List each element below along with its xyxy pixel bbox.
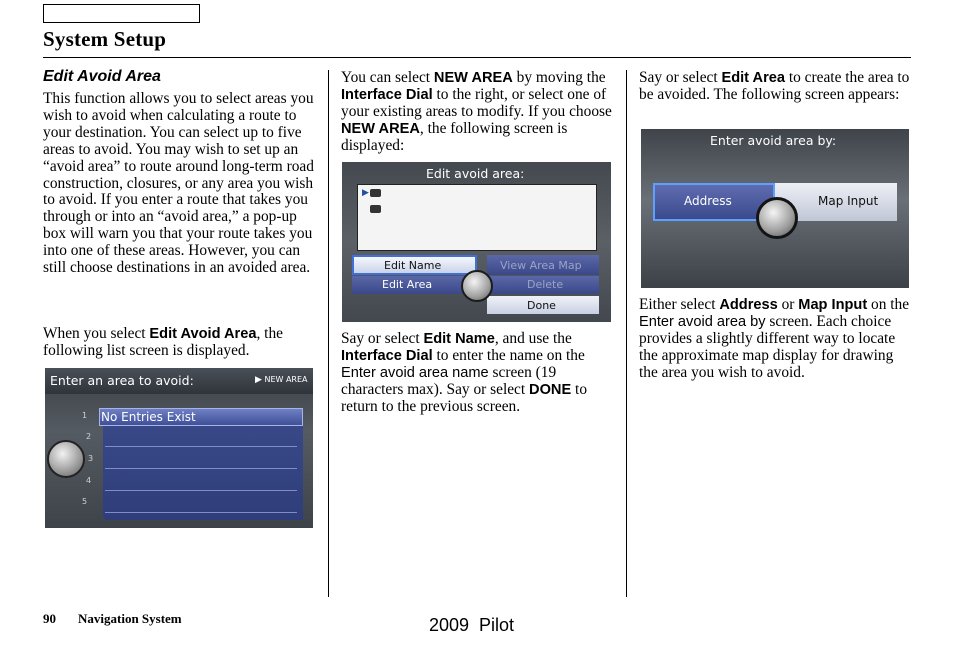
selector-arrow-icon: ▶	[362, 188, 369, 198]
interface-dial-icon	[756, 197, 798, 239]
screen-edit-avoid-area	[342, 162, 611, 322]
list-line-2	[105, 446, 297, 447]
list-line-3	[105, 468, 297, 469]
footer-navigation-system: Navigation System	[78, 611, 182, 626]
list-line-4	[105, 490, 297, 491]
list-number: 1	[82, 411, 88, 420]
page-number: 90	[43, 611, 56, 626]
edit-name-label: Edit Name	[384, 259, 442, 272]
view-area-map-label: View Area Map	[500, 259, 582, 272]
screen-enter-avoid-area-by	[641, 129, 909, 288]
no-entries-label: No Entries Exist	[101, 410, 196, 424]
new-area-button[interactable]: ▶ NEW AREA	[255, 375, 308, 385]
name-icon	[370, 205, 381, 213]
screen-title: Enter an area to avoid:	[50, 373, 194, 388]
play-arrow-icon: ▶	[255, 375, 262, 385]
camera-icon	[370, 189, 381, 197]
left-paragraph-1: This function allows you to select areas you wish to avoid when calculating a route to your destination. You can select up to five areas to avoid. You may wish to set up an “avoid area” to route around long-term road construction, closures, or any area you wish to avoid. If you enter a route that takes you through or into an “avoid area,” a pop-up box will warn you that your route takes you into one of these areas. However, you can still choose destinations in an avoided area.	[43, 90, 314, 277]
header-rule	[43, 57, 911, 58]
left-paragraph-2: When you select Edit Avoid Area, the following list screen is displayed.	[43, 325, 283, 359]
address-label: Address	[684, 194, 732, 208]
list-number: 2	[86, 432, 92, 441]
middle-paragraph-1: You can select NEW AREA by moving the Interface Dial to the right, or select one of your existing areas to modify. If you choose NEW AREA, the following screen is displayed:	[341, 69, 612, 154]
interface-dial-icon	[461, 270, 493, 302]
area-preview-box	[357, 184, 597, 251]
list-number: 3	[88, 454, 94, 463]
list-number: 4	[86, 476, 92, 485]
footer-model: 2009 Pilot	[429, 615, 515, 635]
delete-label: Delete	[527, 278, 564, 291]
screen-enter-area-to-avoid	[45, 368, 313, 528]
list-line-5	[105, 512, 297, 513]
right-paragraph-2: Either select Address or Map Input on the Enter avoid area by screen. Each choice provides a slightly different way to locate the approximate map display for drawing the area you wish to avoid.	[639, 296, 910, 381]
done-label: Done	[527, 299, 556, 312]
screen-title: Edit avoid area:	[426, 166, 525, 181]
section-title: System Setup	[43, 27, 167, 51]
header-tab-box	[43, 4, 200, 23]
middle-paragraph-2: Say or select Edit Name, and use the Interface Dial to enter the name on the Enter avoid area name screen (19 characters max). Say or select DONE to return to the previous screen.	[341, 330, 588, 415]
list-number: 5	[82, 497, 88, 506]
column-divider-1	[328, 70, 329, 597]
edit-area-label: Edit Area	[382, 278, 433, 291]
right-paragraph-1: Say or select Edit Area to create the area to be avoided. The following screen appears:	[639, 69, 910, 103]
column-divider-2	[626, 70, 627, 597]
interface-dial-icon	[47, 440, 85, 478]
map-input-label: Map Input	[818, 194, 879, 208]
screen-title: Enter avoid area by:	[710, 133, 837, 148]
subhead-edit-avoid-area: Edit Avoid Area	[43, 68, 161, 85]
